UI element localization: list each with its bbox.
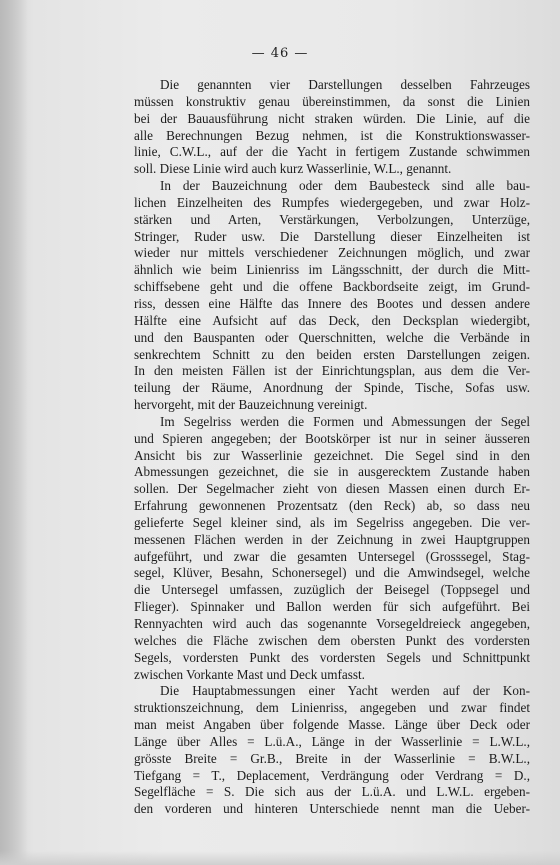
text-line: und Spieren angegeben; der Bootskörper ist nur in seiner äusseren bbox=[134, 430, 530, 446]
text-line: hervorgeht, mit der Bauzeichnung vereinigt. bbox=[134, 397, 368, 413]
text-line: Hälfte eine Aufsicht auf das Deck, den Decksplan wiedergibt, bbox=[134, 312, 530, 328]
text-line: lichen Einzelheiten des Rumpfes wiedergegeben, und zwar Holz- bbox=[134, 194, 530, 210]
text-line: müssen konstruktiv genau übereinstimmen, da sonst die Linien bbox=[134, 93, 530, 109]
text-line: man meist Angaben über folgende Masse. Länge über Deck oder bbox=[134, 717, 530, 733]
text-line: Segelfläche = S. Die sich aus der L.ü.A. und L.W.L. ergeben- bbox=[134, 784, 530, 800]
text-line: messenen Flächen werden in der Zeichnung in zwei Hauptgruppen bbox=[134, 531, 530, 547]
text-line: Erfahrung gewonnenen Prozentsatz (den Reck) ab, so dass neu bbox=[134, 498, 530, 514]
text-line: sollen. Der Segelmacher zieht von diesen Massen einen durch Er- bbox=[134, 481, 530, 497]
text-line: alle Berechnungen Bezug nehmen, ist die Konstruktionswasser- bbox=[134, 127, 530, 143]
body-text bbox=[134, 77, 530, 818]
text-line: Segels, vordersten Punkt des vordersten Segels und Schnittpunkt bbox=[134, 649, 530, 665]
text-line: Stringer, Ruder usw. Die Darstellung dieser Einzelheiten ist bbox=[134, 228, 530, 244]
text-line: Flieger). Spinnaker und Ballon werden für sich aufgeführt. Bei bbox=[134, 599, 530, 615]
text-line: zwischen Vorkante Mast und Deck umfasst. bbox=[134, 666, 365, 682]
text-line: senkrechtem Schnitt zu den beiden ersten Darstellungen zeigen. bbox=[134, 346, 530, 362]
text-line: welches die Fläche zwischen dem obersten Punkt des vordersten bbox=[134, 632, 530, 648]
text-line: Rennyachten wird auch das sogenannte Vorsegeldreieck angegeben, bbox=[134, 616, 530, 631]
text-line: soll. Diese Linie wird auch kurz Wasserlinie, W.L., genannt. bbox=[134, 161, 452, 177]
text-line: gelieferte Segel kleiner sind, als im Segelriss angegeben. Die ver- bbox=[134, 514, 530, 530]
text-line: riss, dessen eine Hälfte das Innere des Bootes und dessen andere bbox=[134, 295, 530, 311]
text-line: Die Hauptabmessungen einer Yacht werden auf der Kon- bbox=[160, 683, 530, 699]
text-line: aufgeführt, und zwar die gesamten Untersegel (Grosssegel, Stag- bbox=[134, 548, 530, 564]
text-line: In den meisten Fällen ist der Einrichtungsplan, aus dem die Ver- bbox=[134, 363, 530, 379]
text-line: In der Bauzeichnung oder dem Baubesteck sind alle bau- bbox=[160, 178, 530, 194]
text-line: und den Bauspanten oder Querschnitten, welche die Verbände in bbox=[134, 329, 530, 345]
binding-shadow bbox=[0, 0, 28, 865]
text-line: stärken und Arten, Verstärkungen, Verbolzungen, Unterzüge, bbox=[134, 211, 530, 227]
text-line: teilung der Räume, Anordnung der Spinde, Tische, Sofas usw. bbox=[134, 380, 530, 396]
text-line: segel, Klüver, Besahn, Schonersegel) und die Amwindsegel, welche bbox=[134, 565, 530, 581]
text-line: die Untersegel umfassen, zuzüglich der Beisegel (Toppsegel und bbox=[134, 582, 530, 598]
text-line: Die genannten vier Darstellungen desselben Fahrzeuges bbox=[160, 77, 530, 92]
page-number: — 46 — bbox=[251, 46, 309, 61]
text-line: Im Segelriss werden die Formen und Abmessungen der Segel bbox=[160, 413, 530, 429]
text-line: Ansicht bis zur Wasserlinie gezeichnet. Die Segel sind in den bbox=[134, 447, 530, 463]
text-line: Länge über Alles = L.ü.A., Länge in der Wasserlinie = L.W.L., bbox=[134, 733, 530, 749]
text-line: Tiefgang = T., Deplacement, Verdrängung oder Verdrang = D., bbox=[134, 767, 530, 783]
text-line: ähnlich wie beim Linienriss im Längsschnitt, der durch die Mitt- bbox=[134, 262, 530, 278]
text-line: struktionszeichnung, dem Linienriss, angegeben und zwar findet bbox=[134, 700, 530, 716]
text-line: wieder nur mittels verschiedener Zeichnungen möglich, und zwar bbox=[134, 245, 530, 261]
text-line: grösste Breite = Gr.B., Breite in der Wasserlinie = B.W.L., bbox=[134, 750, 530, 766]
text-line: linie, C.W.L., auf der die Yacht in fertigem Zustande schwimmen bbox=[134, 144, 530, 160]
text-line: den vorderen und hinteren Unterschiede nennt man die Ueber- bbox=[134, 801, 530, 817]
page-bottom-edge bbox=[0, 851, 560, 865]
text-line: Abmessungen gezeichnet, die sie in ausgerecktem Zustande haben bbox=[134, 464, 530, 480]
text-line: bei der Bauausführung nicht straken würden. Die Linie, auf die bbox=[134, 110, 530, 126]
text-line: schiffsebene geht und die offene Backbordseite zeigt, im Grund- bbox=[134, 279, 530, 295]
